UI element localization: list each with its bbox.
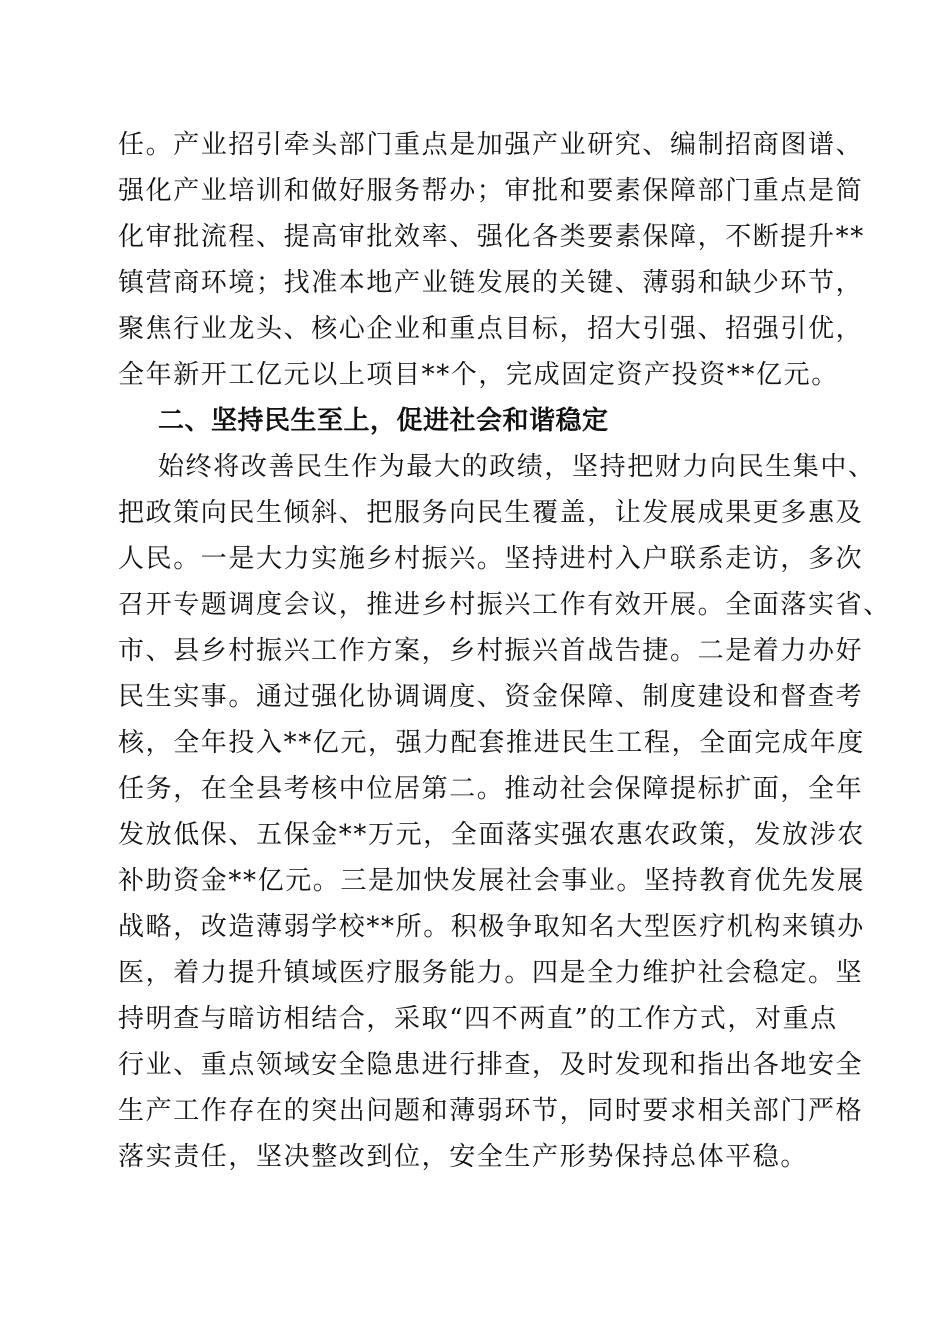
- paragraph-line: 民生实事。通过强化协调调度、资金保障、制度建设和督查考: [118, 682, 864, 712]
- paragraph-line: 聚焦行业龙头、核心企业和重点目标，招大引强、招强引优，: [118, 314, 864, 344]
- paragraph-line: 任。产业招引牵头部门重点是加强产业研究、编制招商图谱、: [118, 130, 864, 160]
- paragraph-line: 镇营商环境；找准本地产业链发展的关键、薄弱和缺少环节，: [118, 268, 864, 298]
- paragraph-line: 持明查与暗访相结合，采取“四不两直”的工作方式，对重点: [118, 1004, 838, 1034]
- paragraph-line: 始终将改善民生作为最大的政绩，坚持把财力向民生集中、: [158, 452, 876, 482]
- paragraph-line: 召开专题调度会议，推进乡村振兴工作有效开展。全面落实省、: [118, 590, 891, 620]
- paragraph-line: 把政策向民生倾斜、把服务向民生覆盖，让发展成果更多惠及: [118, 498, 864, 528]
- paragraph-line: 生产工作存在的突出问题和薄弱环节，同时要求相关部门严格: [118, 1096, 864, 1126]
- paragraph-line: 核，全年投入**亿元，强力配套推进民生工程，全面完成年度: [118, 728, 865, 758]
- paragraph-line: 全年新开工亿元以上项目**个，完成固定资产投资**亿元。: [118, 360, 839, 390]
- paragraph-line: 补助资金**亿元。三是加快发展社会事业。坚持教育优先发展: [118, 866, 865, 896]
- paragraph-line: 医，着力提升镇域医疗服务能力。四是全力维护社会稳定。坚: [118, 958, 864, 988]
- paragraph-line: 任务，在全县考核中位居第二。推动社会保障提标扩面，全年: [118, 774, 864, 804]
- paragraph-line: 发放低保、五保金**万元，全面落实强农惠农政策，发放涉农: [118, 820, 865, 850]
- paragraph-line: 化审批流程、提高审批效率、强化各类要素保障，不断提升**: [118, 222, 865, 252]
- paragraph-line: 战略，改造薄弱学校**所。积极争取知名大型医疗机构来镇办: [118, 912, 865, 942]
- paragraph-line: 落实责任，坚决整改到位，安全生产形势保持总体平稳。: [118, 1142, 809, 1172]
- document-body: [118, 122, 891, 1180]
- paragraph-line: 强化产业培训和做好服务帮办；审批和要素保障部门重点是简: [118, 176, 864, 206]
- paragraph-line: 人民。一是大力实施乡村振兴。坚持进村入户联系走访，多次: [118, 544, 864, 574]
- section-heading: 二、坚持民生至上，促进社会和谐稳定: [158, 406, 609, 436]
- paragraph-line: 行业、重点领域安全隐患进行排查，及时发现和指出各地安全: [118, 1050, 864, 1080]
- paragraph-line: 市、县乡村振兴工作方案，乡村振兴首战告捷。二是着力办好: [118, 636, 864, 666]
